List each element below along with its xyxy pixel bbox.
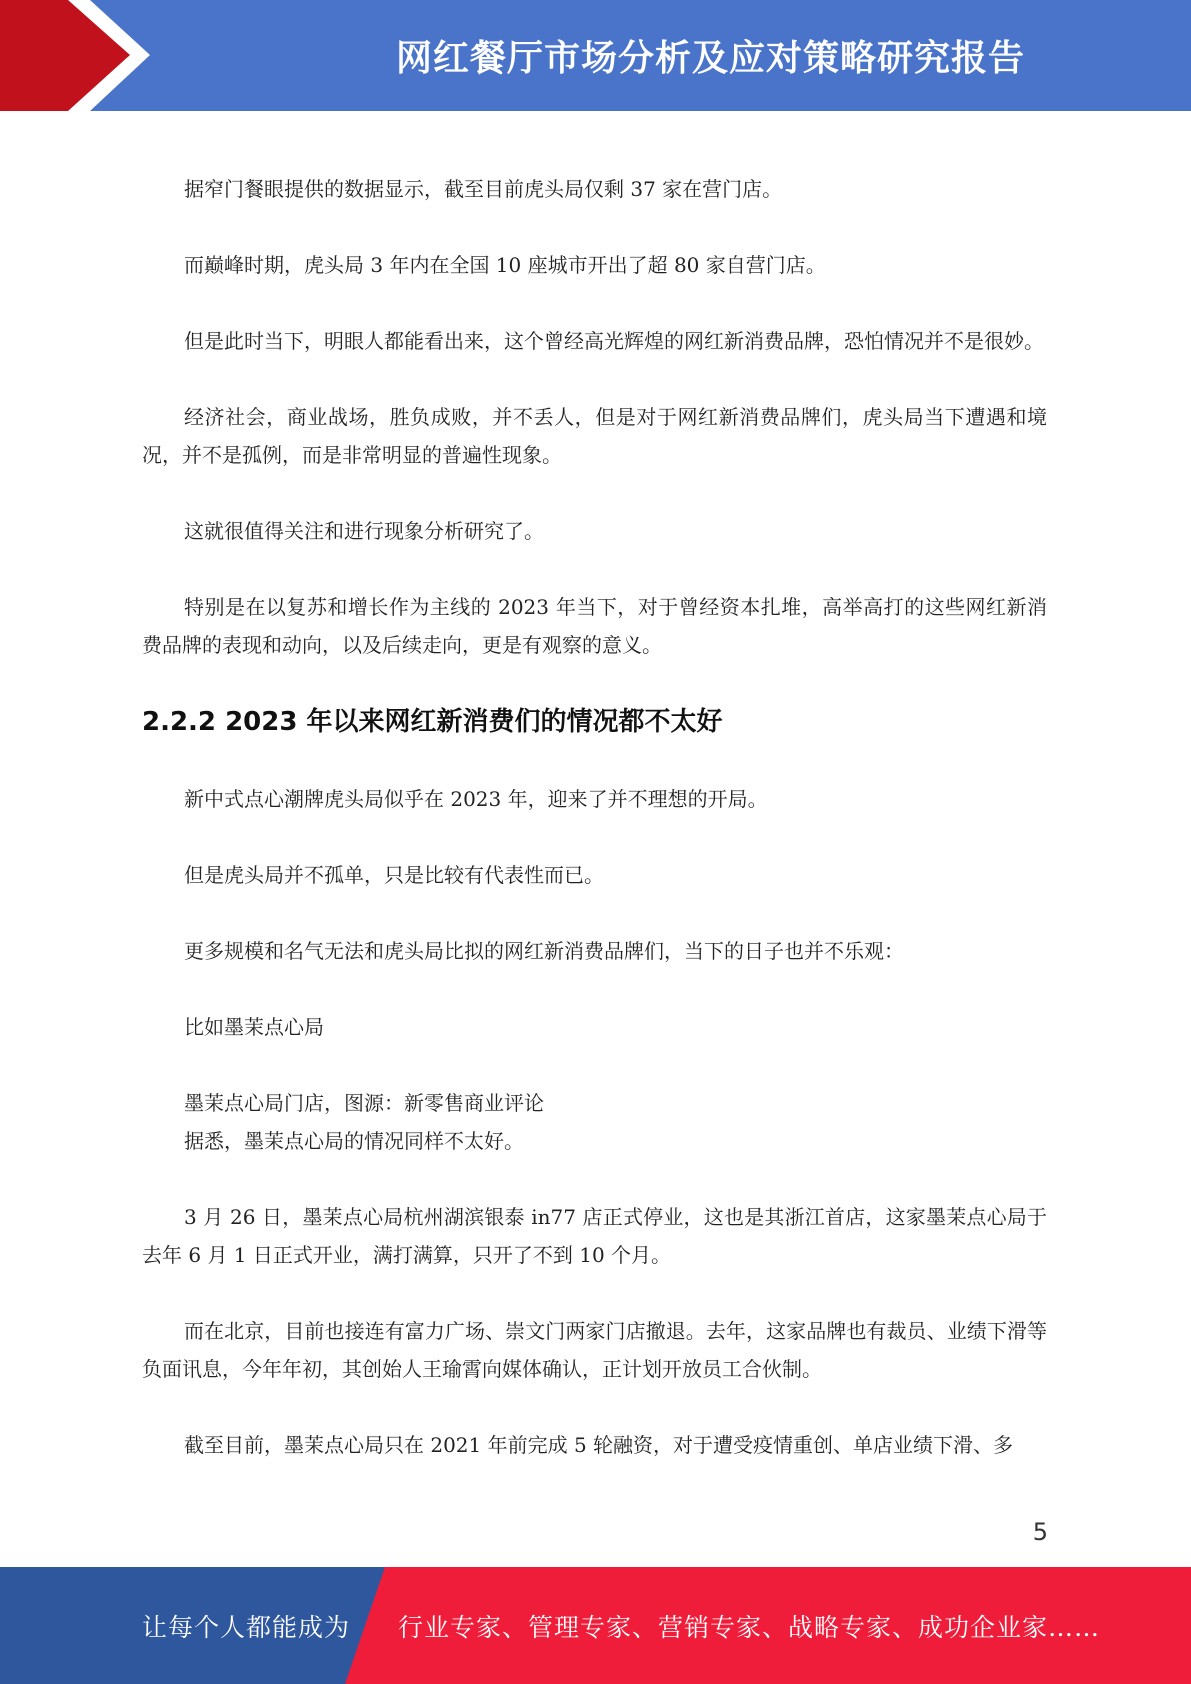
paragraph: 经济社会，商业战场，胜负成败，并不丢人，但是对于网红新消费品牌们，虎头局当下遭遇和境况，并不是孤例，而是非常明显的普遍性现象。: [142, 405, 1047, 467]
paragraph: 据悉，墨茉点心局的情况同样不太好。: [184, 1129, 524, 1153]
paragraph: 3 月 26 日，墨茉点心局杭州湖滨银泰 in77 店正式停业，这也是其浙江首店，这家墨茉点心局于去年 6 月 1 日正式开业，满打满算，只开了不到 10 个月。: [142, 1205, 1047, 1267]
page-footer: [0, 1567, 1191, 1684]
paragraph: 而巅峰时期，虎头局 3 年内在全国 10 座城市开出了超 80 家自营门店。: [184, 253, 826, 277]
document-body: [142, 170, 1047, 1464]
paragraph: 特别是在以复苏和增长作为主线的 2023 年当下，对于曾经资本扎堆，高举高打的这些网红新消费品牌的表现和动向，以及后续走向，更是有观察的意义。: [142, 595, 1047, 657]
section-heading: 2.2.2 2023 年以来网红新消费们的情况都不太好: [142, 707, 723, 737]
paragraph: 比如墨茉点心局: [184, 1015, 324, 1039]
page-header: [0, 0, 1191, 111]
header-title: 网红餐厅市场分析及应对策略研究报告: [395, 38, 1025, 79]
paragraph: 新中式点心潮牌虎头局似乎在 2023 年，迎来了并不理想的开局。: [184, 787, 768, 811]
paragraph: 这就很值得关注和进行现象分析研究了。: [184, 519, 544, 543]
paragraph: 截至目前，墨茉点心局只在 2021 年前完成 5 轮融资，对于遭受疫情重创、单店业绩下滑、多: [184, 1433, 1014, 1457]
paragraph: 但是此时当下，明眼人都能看出来，这个曾经高光辉煌的网红新消费品牌，恐怕情况并不是很妙。: [184, 329, 1044, 353]
footer-slogan-left: 让每个人都能成为: [142, 1612, 351, 1642]
paragraph: 据窄门餐眼提供的数据显示，截至目前虎头局仅剩 37 家在营门店。: [184, 177, 783, 201]
paragraph: 但是虎头局并不孤单，只是比较有代表性而已。: [184, 863, 604, 887]
paragraph: 而在北京，目前也接连有富力广场、崇文门两家门店撤退。去年，这家品牌也有裁员、业绩下滑等负面讯息，今年年初，其创始人王瑜霄向媒体确认，正计划开放员工合伙制。: [142, 1319, 1047, 1381]
footer-slogan-right: 行业专家、管理专家、营销专家、战略专家、成功企业家……: [398, 1612, 1101, 1642]
paragraph: 更多规模和名气无法和虎头局比拟的网红新消费品牌们，当下的日子也并不乐观：: [184, 939, 904, 963]
image-caption: 墨茉点心局门店，图源：新零售商业评论: [184, 1091, 544, 1115]
page-number: 5: [1032, 1518, 1048, 1546]
